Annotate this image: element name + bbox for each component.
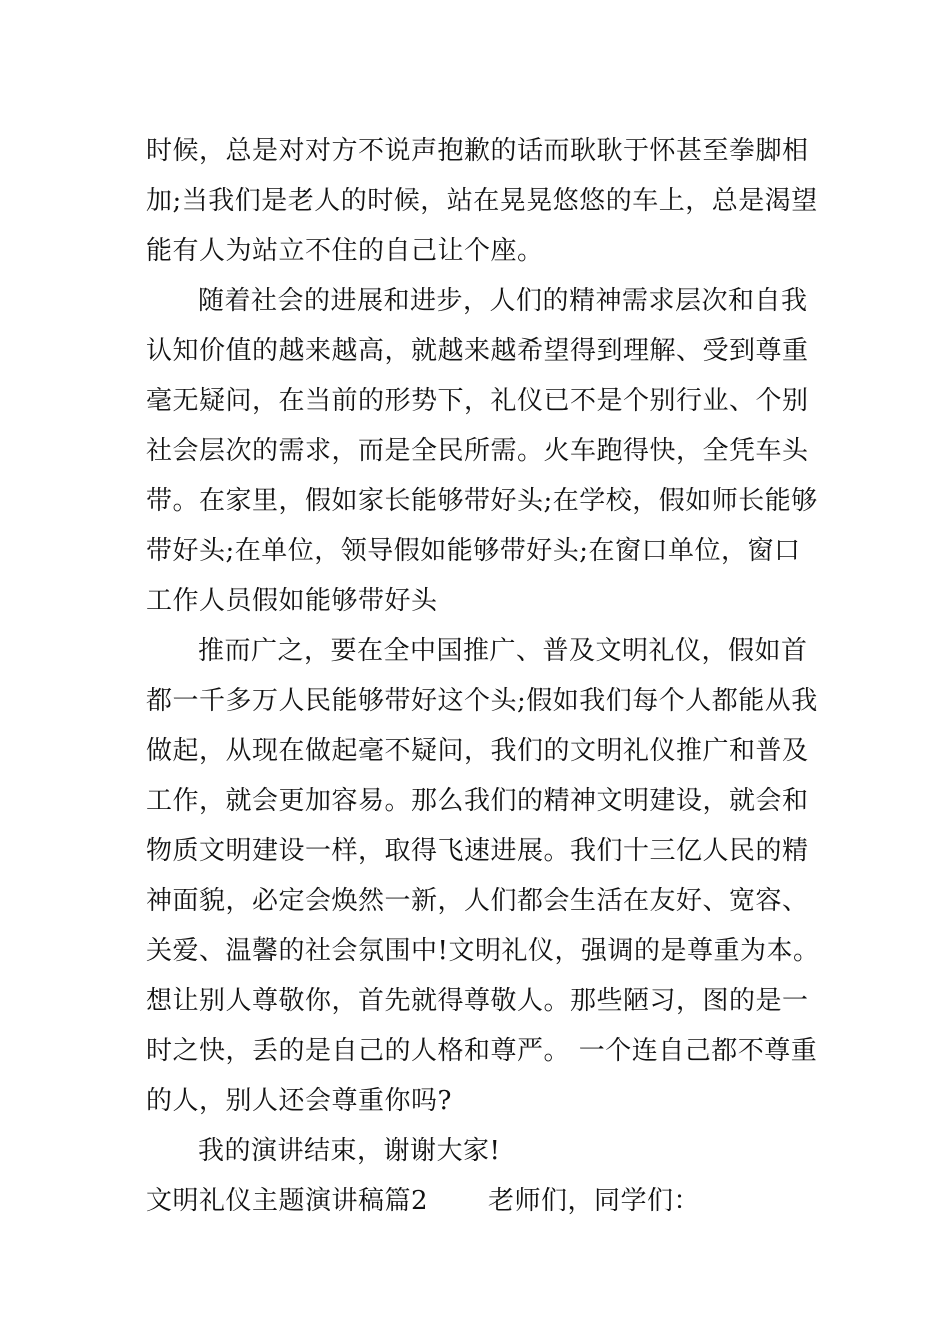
text-line: 想让别人尊敬你，首先就得尊敬人。那些陋习，图的是一: [146, 986, 809, 1016]
text-line: 社会层次的需求，而是全民所需。火车跑得快，全凭车头: [146, 436, 809, 466]
text-line: 做起，从现在做起毫不疑问，我们的文明礼仪推广和普及: [146, 736, 809, 766]
text-line: 工作人员假如能够带好头: [146, 586, 438, 616]
text-line: 物质文明建设一样，取得飞速进展。我们十三亿人民的精: [146, 836, 809, 866]
text-line: 的人，别人还会尊重你吗?: [146, 1086, 452, 1116]
text-line: 带好头;在单位，领导假如能够带好头;在窗口单位，窗口: [146, 536, 801, 566]
text-line: 毫无疑问，在当前的形势下，礼仪已不是个别行业、个别: [146, 386, 809, 416]
text-line: 带。在家里，假如家长能够带好头;在学校，假如师长能够: [146, 486, 818, 516]
paragraph-1: [146, 126, 818, 276]
text-line: 认知价值的越来越高，就越来越希望得到理解、受到尊重: [146, 336, 809, 366]
text-line: 时候，总是对对方不说声抱歉的话而耿耿于怀甚至拳脚相: [146, 136, 809, 166]
text-line: 随着社会的进展和进步，人们的精神需求层次和自我: [198, 286, 808, 316]
text-line: 能有人为站立不住的自己让个座。: [146, 236, 544, 266]
document-page: [146, 126, 820, 1226]
text-line: 工作，就会更加容易。那么我们的精神文明建设，就会和: [146, 786, 809, 816]
section-title: 文明礼仪主题演讲稿篇2: [146, 1186, 429, 1216]
text-line: 我的演讲结束，谢谢大家!: [198, 1136, 501, 1166]
paragraph-2: [146, 276, 818, 626]
text-line: 关爱、温馨的社会氛围中!文明礼仪，强调的是尊重为本。: [146, 936, 820, 966]
text-line: 都一千多万人民能够带好这个头;假如我们每个人都能从我: [146, 686, 818, 716]
section-heading: [146, 1176, 810, 1226]
text-line: 时之快，丢的是自己的人格和尊严。 一个连自己都不尊重: [146, 1036, 818, 1066]
text-line: 推而广之，要在全中国推广、普及文明礼仪，假如首: [198, 636, 808, 666]
text-line: 加;当我们是老人的时候，站在晃晃悠悠的车上，总是渴望: [146, 186, 818, 216]
text-line: 神面貌，必定会焕然一新，人们都会生活在友好、宽容、: [146, 886, 809, 916]
greeting: 老师们，同学们：: [488, 1186, 701, 1216]
paragraph-4: [146, 1126, 810, 1176]
paragraph-3: [146, 626, 820, 1126]
